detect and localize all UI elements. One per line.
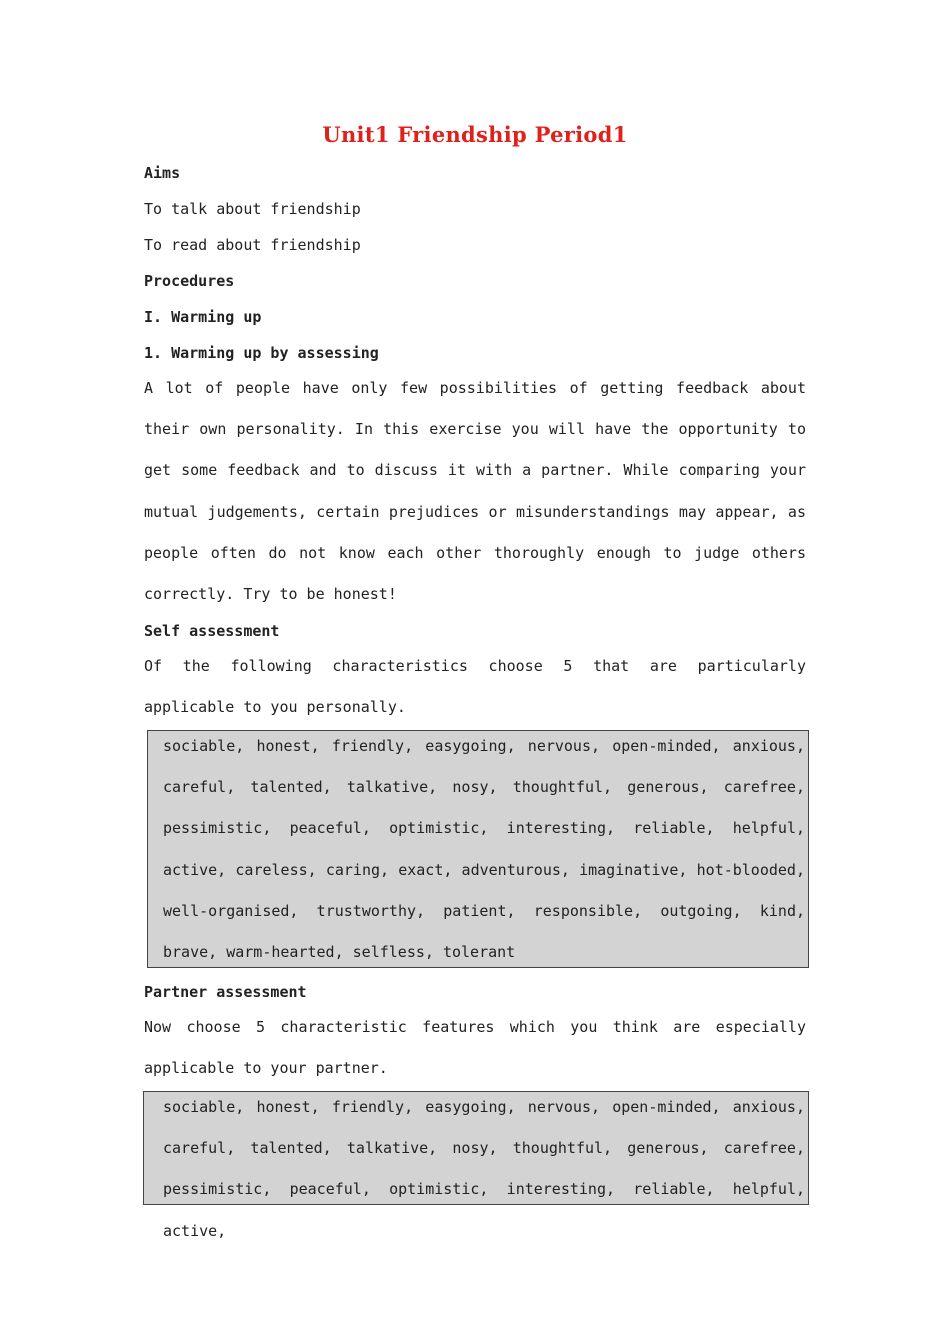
self-characteristics-box (147, 730, 809, 968)
self-assessment-instruction: Of the following characteristics choose 5 that are particularly applicable to you personally. (144, 657, 806, 717)
characteristics-list: sociable, honest, friendly, easygoing, nervous, open-minded, anxious, careful, talented, talkative, nosy, thoughtful, generous, carefree, pessimistic, peaceful, optimistic, interesting, reliable, helpful, active, (163, 1098, 805, 1240)
page-title: Unit1 Friendship Period1 (322, 122, 628, 147)
subsection-heading: 1. Warming up by assessing (144, 344, 379, 362)
partner-assessment-instruction: Now choose 5 characteristic features which you think are especially applicable to your partner. (144, 1018, 806, 1078)
aim-item: To read about friendship (144, 236, 361, 254)
aim-item: To talk about friendship (144, 200, 361, 218)
section-heading: I. Warming up (144, 308, 262, 326)
characteristics-list: sociable, honest, friendly, easygoing, nervous, open-minded, anxious, careful, talented, talkative, nosy, thoughtful, generous, carefree, pessimistic, peaceful, optimistic, interesting, reliable, helpful, active, careless, caring, exact, adventurous, imaginative, hot-blooded, well-organised, trustworthy, patient, responsible, outgoing, kind, brave, warm-hearted, selfless, tolerant (163, 737, 805, 962)
aims-heading: Aims (144, 164, 181, 182)
partner-characteristics-box (143, 1091, 809, 1240)
partner-assessment-heading: Partner assessment (144, 983, 307, 1001)
intro-paragraph: A lot of people have only few possibilities of getting feedback about their own personality. In this exercise you will have the opportunity to get some feedback and to discuss it with a partner. While comparing your mutual judgements, certain prejudices or misunderstandings may appear, as people often do not know each other thoroughly enough to judge others correctly. Try to be honest! (144, 379, 806, 604)
self-assessment-heading: Self assessment (144, 622, 280, 640)
procedures-heading: Procedures (144, 272, 235, 290)
